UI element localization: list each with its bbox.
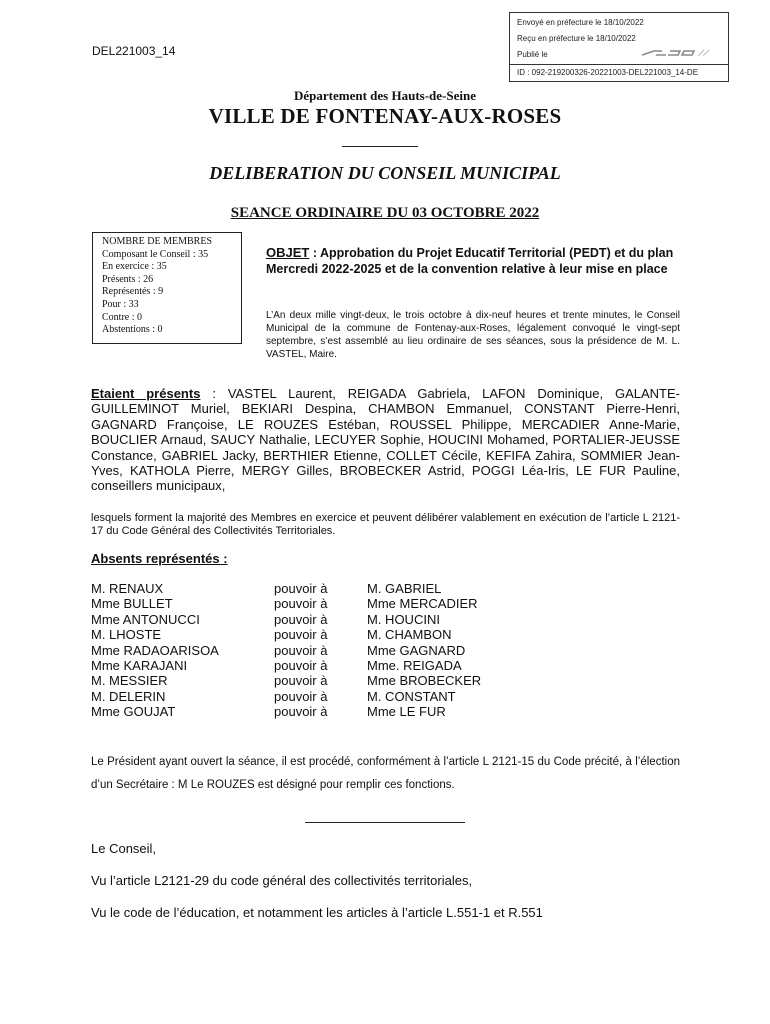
mandataire-name: M. CHAMBON [367, 627, 452, 643]
membres-abstentions: Abstentions : 0 [102, 324, 163, 336]
pouvoir-text: pouvoir à [274, 642, 328, 658]
pouvoir-text: pouvoir à [274, 596, 328, 612]
objet-label: OBJET [266, 245, 310, 260]
absent-name: M. RENAUX [91, 581, 164, 596]
slo-logo-icon [640, 47, 714, 59]
pouvoir-text: pouvoir à [274, 627, 328, 643]
absent-name: M. LHOSTE [91, 627, 162, 643]
stamp-separator [510, 64, 728, 65]
absent-name: M. DELERIN [91, 688, 166, 704]
absent-name: Mme BULLET [91, 596, 173, 612]
pouvoir-text: pouvoir à [274, 581, 328, 596]
absent-name: M. MESSIER [91, 673, 168, 689]
procuration-row [91, 658, 527, 673]
objet-text: : Approbation du Projet Educatif Territorial (PEDT) et du plan Mercredi 2022-2025 et de la convention relative à leur mise en place [266, 246, 674, 276]
header-divider [342, 146, 418, 147]
absent-name: Mme KARAJANI [91, 657, 188, 673]
pouvoir-text: pouvoir à [274, 611, 328, 627]
stamp-publie: Publié le [517, 50, 548, 59]
deliberation-heading: DELIBERATION DU CONSEIL MUNICIPAL [209, 163, 561, 183]
objet-block [266, 245, 680, 277]
membres-pour: Pour : 33 [102, 298, 139, 310]
procuration-row [91, 612, 527, 627]
procuration-row [91, 581, 527, 596]
pouvoir-text: pouvoir à [274, 673, 328, 689]
pouvoir-text: pouvoir à [274, 657, 328, 673]
seance-heading: SEANCE ORDINAIRE DU 03 OCTOBRE 2022 [230, 205, 540, 221]
intro-paragraph: L’An deux mille vingt-deux, le trois octobre à dix-neuf heures et trente minutes, le Conseil Municipal de la commune de Fontenay-aux-Roses, légalement convoqué le vingt-sept septembre, s’est assemblé au lieu ordinaire de ses séances, sous la présidence de M. L. VASTEL, Maire. [266, 310, 680, 360]
absent-name: Mme GOUJAT [91, 704, 176, 720]
procuration-row [91, 596, 527, 611]
procuration-row [91, 627, 527, 642]
conseil-line: Le Conseil, [91, 841, 157, 856]
mandataire-name: Mme LE FUR [367, 704, 446, 720]
pouvoir-text: pouvoir à [274, 688, 328, 704]
absents-title: Absents représentés : [91, 551, 228, 566]
mandataire-name: M. CONSTANT [367, 688, 456, 704]
vu-cgct-line: Vu l’article L2121-29 du code général des collectivités territoriales, [91, 873, 473, 888]
departement-heading: Département des Hauts-de-Seine [294, 88, 476, 103]
mandataire-name: M. HOUCINI [367, 611, 440, 627]
quorum-paragraph: lesquels forment la majorité des Membres en exercice et peuvent délibérer valablement en exécution de l’article L 2121-17 du Code Général des Collectivités Territoriales. [91, 512, 680, 538]
presents-paragraph [91, 386, 680, 494]
procuration-row [91, 704, 527, 719]
prefecture-stamp [509, 12, 729, 82]
stamp-envoye: Envoyé en préfecture le 18/10/2022 [517, 18, 644, 27]
presents-text: : VASTEL Laurent, REIGADA Gabriela, LAFON Dominique, GALANTE-GUILLEMINOT Muriel, BEKIARI Despina, CHAMBON Emmanuel, CONSTANT Pierre-Henri, GAGNARD Françoise, LE ROUZES Estéban, ROUSSEL Philippe, MERCADIER Anne-Marie, BOUCLIER Arnaud, SAUCY Nathalie, LECUYER Sophie, HOUCINI Mohamed, PORTALIER-JEUSSE Constance, GABRIEL Jacky, BERTHIER Etienne, COLLET Cécile, KEFIFA Zahira, SOMMIER Jean-Yves, KATHOLA Pierre, MERGY Gilles, BROBECKER Astrid, POGGI Léa-Iris, LE FUR Pauline, conseillers municipaux, [91, 386, 680, 494]
mandataire-name: Mme MERCADIER [367, 596, 478, 612]
absent-name: Mme RADAOARISOA [91, 642, 219, 658]
section-divider [305, 822, 465, 823]
membres-box [92, 232, 242, 344]
membres-representes: Représentés : 9 [102, 286, 164, 298]
mandataire-name: M. GABRIEL [367, 581, 442, 596]
procuration-row [91, 643, 527, 658]
membres-title: NOMBRE DE MEMBRES [102, 236, 213, 247]
mandataire-name: Mme. REIGADA [367, 657, 462, 673]
procuration-row [91, 673, 527, 688]
procuration-row [91, 689, 527, 704]
membres-presents: Présents : 26 [102, 273, 154, 285]
membres-contre: Contre : 0 [102, 311, 142, 323]
pouvoir-text: pouvoir à [274, 704, 328, 720]
membres-composant: Composant le Conseil : 35 [102, 248, 209, 260]
procurations-table [91, 581, 527, 720]
absent-name: Mme ANTONUCCI [91, 611, 200, 627]
deliberation-reference: DEL221003_14 [92, 44, 176, 58]
mandataire-name: Mme BROBECKER [367, 673, 482, 689]
stamp-id: ID : 092-219200326-20221003-DEL221003_14-DE [517, 68, 699, 77]
vu-education-line: Vu le code de l’éducation, et notamment les articles à l’article L.551-1 et R.551 [91, 905, 543, 920]
membres-exercice: En exercice : 35 [102, 261, 167, 273]
mandataire-name: Mme GAGNARD [367, 642, 466, 658]
ville-heading: VILLE DE FONTENAY-AUX-ROSES [208, 104, 562, 128]
stamp-recu: Reçu en préfecture le 18/10/2022 [517, 34, 636, 43]
president-paragraph: Le Président ayant ouvert la séance, il est procédé, conformément à l’article L 2121-15 du Code précité, à l’élection d’un Secrétaire : M Le ROUZES est désigné pour remplir ces fonctions. [91, 756, 680, 791]
presents-label: Etaient présents [91, 386, 201, 401]
